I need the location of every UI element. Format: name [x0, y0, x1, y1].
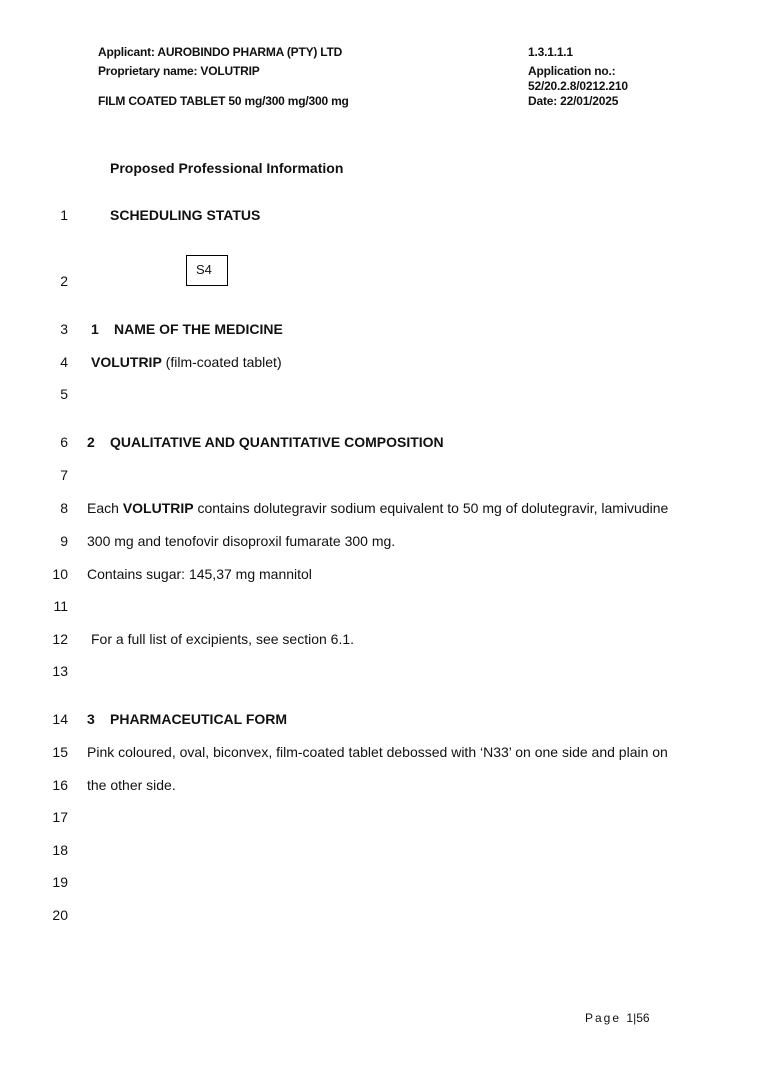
composition-prefix: Each	[87, 500, 119, 516]
line-number: 18	[52, 842, 68, 858]
medicine-name: VOLUTRIP	[91, 354, 162, 370]
medicine-form: (film-coated tablet)	[165, 354, 282, 370]
line-number: 9	[60, 533, 68, 549]
line-number: 4	[60, 354, 68, 370]
scheduling-status-heading: SCHEDULING STATUS	[110, 207, 261, 223]
page-separator: |	[633, 1011, 637, 1025]
line-number: 17	[52, 809, 68, 825]
section-1-heading: NAME OF THE MEDICINE	[114, 321, 283, 337]
line-number: 14	[52, 711, 68, 727]
page-current: 1	[626, 1011, 634, 1025]
line-number: 6	[60, 434, 68, 450]
section-2-number: 2	[87, 434, 95, 450]
line-number: 20	[52, 907, 68, 923]
application-label: Application no.:	[528, 64, 616, 78]
excipients-note: For a full list of excipients, see section 6.1.	[91, 631, 355, 647]
composition-product-name: VOLUTRIP	[122, 500, 194, 516]
line-number: 11	[53, 598, 68, 614]
line-number: 12	[52, 631, 68, 647]
line-number: 8	[60, 500, 68, 516]
line-number: 5	[60, 386, 68, 402]
document-date: Date: 22/01/2025	[528, 94, 619, 108]
schedule-value: S4	[196, 262, 212, 277]
composition-line-2: 300 mg and tenofovir disoproxil fumarate 300 mg.	[87, 533, 396, 549]
document-title: Proposed Professional Information	[110, 160, 344, 176]
document-number: 1.3.1.1.1	[528, 45, 573, 59]
section-2-heading: QUALITATIVE AND QUANTITATIVE COMPOSITION	[110, 434, 444, 450]
section-3-number: 3	[87, 711, 95, 727]
page-footer	[585, 1011, 650, 1025]
composition-line-1	[87, 500, 668, 516]
page-total: 56	[636, 1011, 650, 1025]
application-number: 52/20.2.8/0212.210	[528, 79, 628, 93]
line-number: 1	[60, 207, 68, 223]
form-description-line-1: Pink coloured, oval, biconvex, film-coated tablet debossed with ‘N33’ on one side and plain on	[87, 744, 668, 760]
section-1-number: 1	[91, 321, 99, 337]
line-number: 15	[52, 744, 68, 760]
line-number: 19	[52, 874, 68, 890]
sugar-content-line: Contains sugar: 145,37 mg mannitol	[87, 566, 312, 582]
section-3-heading: PHARMACEUTICAL FORM	[110, 711, 288, 727]
schedule-box	[186, 255, 228, 286]
line-number: 10	[52, 566, 68, 582]
line-number: 16	[52, 777, 68, 793]
applicant-line: Applicant: AUROBINDO PHARMA (PTY) LTD	[98, 45, 343, 59]
proprietary-name-line: Proprietary name: VOLUTRIP	[98, 64, 260, 78]
page-label: Page	[585, 1011, 622, 1025]
line-number: 3	[60, 321, 68, 337]
medicine-name-line	[91, 354, 282, 370]
composition-detail: contains dolutegravir sodium equivalent to 50 mg of dolutegravir, lamivudine	[197, 500, 669, 516]
line-number: 2	[60, 273, 68, 289]
line-number: 13	[52, 663, 68, 679]
form-description-line-2: the other side.	[87, 777, 176, 793]
dosage-form-line: FILM COATED TABLET 50 mg/300 mg/300 mg	[98, 94, 349, 108]
line-number: 7	[60, 467, 68, 483]
